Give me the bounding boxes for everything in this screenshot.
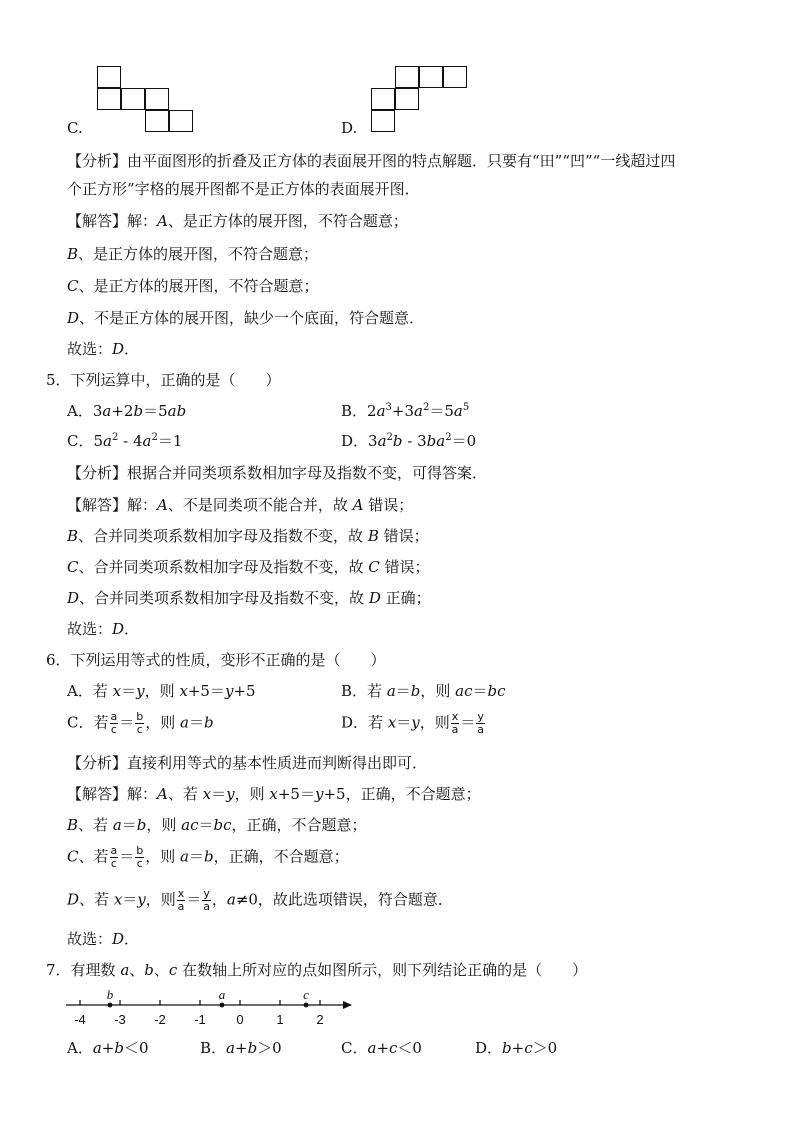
answer-letter: C (67, 277, 79, 295)
number-line-point-label: a (218, 990, 226, 1002)
math-part: ＝ (122, 890, 138, 909)
number-line-point (220, 1003, 225, 1008)
net-square (395, 66, 419, 88)
math-part: ≠0，故此选项错误，符合题意． (235, 890, 453, 909)
fraction (177, 888, 186, 913)
math-var: a (376, 402, 386, 420)
math-var: x (112, 682, 122, 700)
option-label: C． (341, 1039, 368, 1057)
math-var: a (142, 432, 152, 450)
fraction-numerator: x (451, 710, 459, 723)
option-label: A． (67, 402, 93, 420)
choice-letter: D (112, 620, 125, 638)
option-label: A． (67, 682, 93, 700)
q4-answer-d (67, 307, 424, 329)
answer-letter: D (67, 589, 80, 607)
math-var: a (386, 682, 396, 700)
q5-answer-d (67, 587, 431, 609)
stem-text: 7．有理数 (46, 961, 121, 979)
math-var: c (168, 961, 178, 979)
net-square (121, 88, 145, 110)
math-var: a (102, 402, 112, 420)
fraction-denominator: c (110, 723, 117, 736)
math-part: 3 (92, 402, 103, 420)
math-var: b (136, 816, 147, 834)
math-var: a (120, 961, 130, 979)
answer-letter: A (157, 785, 168, 803)
math-part: + (376, 1039, 390, 1057)
net-square (443, 66, 467, 88)
q5-stem: 5．下列运算中，正确的是（ ） (46, 371, 281, 389)
fraction (451, 711, 460, 736)
math-part: 2 (367, 402, 377, 420)
answer-text: 、合并同类项系数相加字母及指数不变，故 (78, 558, 369, 576)
option-label: D． (341, 432, 369, 450)
q4-answer-a (67, 210, 408, 232)
math-var: y (411, 713, 420, 732)
math-part: + (234, 1039, 248, 1057)
fraction-numerator: x (177, 887, 185, 900)
math-exp: 3 (385, 402, 392, 413)
math-var: a (103, 432, 112, 450)
stem-text: 、 (129, 961, 145, 979)
net-square (169, 110, 193, 132)
math-exp: 2 (445, 432, 452, 443)
fraction-denominator: c (136, 723, 143, 736)
answer-prefix: 【解答】解： (67, 212, 158, 230)
math-part: ，则 (145, 847, 181, 866)
math-var: ab (167, 402, 187, 420)
math-exp: 2 (151, 432, 158, 443)
answer-letter: D (368, 589, 381, 607)
option-label: B． (200, 1039, 227, 1057)
math-part: 5 (93, 432, 104, 450)
math-var: y (226, 785, 235, 803)
math-var: ac (181, 816, 199, 834)
math-part: ＝ (472, 682, 488, 700)
q6-option-d (341, 711, 486, 736)
fraction (110, 845, 119, 870)
q5-analysis: 【分析】根据合并同类项系数相加字母及指数不变，可得答案． (67, 464, 488, 482)
fraction (135, 711, 144, 736)
option-d-label: D. (341, 119, 358, 137)
fraction-numerator: b (136, 844, 144, 857)
option-label: D． (341, 713, 369, 732)
net-square (371, 88, 395, 110)
math-var: a (367, 1039, 377, 1057)
choice-letter: D (112, 930, 125, 948)
math-var: x (269, 785, 278, 803)
answer-letter: B (67, 245, 79, 263)
math-part: ，则 (146, 816, 182, 834)
math-part: ＜0 (397, 1039, 422, 1057)
q5-answer-b (67, 525, 429, 547)
math-part: ，正确，不合题意； (213, 847, 349, 866)
option-c-label: C. (67, 119, 83, 137)
number-line-arrow-icon (343, 1001, 352, 1009)
number-line-tick-label: 2 (316, 1012, 324, 1027)
math-part: ，则 (420, 682, 456, 700)
number-line (62, 990, 362, 1036)
answer-letter: A (157, 496, 168, 514)
math-var: a (180, 713, 189, 732)
math-part: ，正确，不合题意； (231, 816, 367, 834)
math-var: a (226, 890, 236, 909)
number-line-tick-label: 1 (276, 1012, 284, 1027)
math-var: a (453, 402, 463, 420)
math-var: b (204, 713, 214, 732)
math-var: bc (487, 682, 506, 700)
q4-answer-c (67, 275, 319, 297)
fraction (110, 711, 119, 736)
math-var: y (136, 682, 145, 700)
answer-text: 错误； (379, 558, 430, 576)
math-part: ，则 (145, 713, 181, 732)
math-var: b (502, 1039, 512, 1057)
math-part: +3 (391, 402, 415, 420)
fraction-denominator: a (203, 900, 210, 913)
math-part: 、若 (78, 847, 109, 866)
choice-end: ． (124, 620, 140, 638)
number-line-tick-label: -4 (74, 1012, 86, 1027)
answer-letter: D (67, 890, 80, 909)
math-var: c (524, 1039, 533, 1057)
q7-option-a (67, 1037, 149, 1059)
math-part: ＝ (396, 713, 412, 732)
number-line-point (108, 1003, 113, 1008)
q5-option-a (67, 400, 186, 422)
math-var: b (133, 402, 144, 420)
answer-text: 、不是同类项不能合并，故 (167, 496, 353, 514)
answer-text: 、是正方体的展开图，不符合题意； (78, 277, 319, 295)
q4-answer-b (67, 243, 318, 265)
math-part: ＝5 (143, 402, 168, 420)
number-line-tick-label: -2 (154, 1012, 166, 1027)
q5-option-d (341, 430, 476, 452)
math-part: ，则 (145, 890, 176, 909)
math-part: ＝ (395, 682, 411, 700)
q6-option-a (67, 680, 256, 702)
stem-text: 、 (153, 961, 169, 979)
math-var: y (137, 890, 146, 909)
math-exp: 2 (422, 402, 430, 413)
fraction-numerator: a (110, 844, 118, 857)
math-part: 3 (368, 432, 378, 450)
math-part: ， (211, 890, 227, 909)
answer-letter: A (352, 496, 364, 514)
math-var: a (377, 432, 387, 450)
answer-text: 错误； (363, 496, 414, 514)
option-label: C． (67, 432, 94, 450)
q5-option-c (67, 430, 182, 452)
number-line-point-label: c (303, 990, 309, 1002)
math-part: 若 (367, 682, 387, 700)
math-part: ，则 (144, 682, 180, 700)
net-square (419, 66, 443, 88)
math-part: 、若 (167, 785, 203, 803)
q4-analysis-line2: 个正方形”字格的展开图都不是正方体的表面展开图． (67, 180, 420, 198)
math-var: b (204, 847, 214, 866)
fraction-denominator: c (136, 857, 143, 870)
answer-text: 、是正方体的展开图，不符合题意； (78, 245, 319, 263)
math-part: 若 (92, 682, 113, 700)
answer-text: 错误； (378, 527, 429, 545)
fraction-numerator: y (477, 710, 484, 723)
math-part: 若 (368, 713, 388, 732)
q5-choice (67, 618, 139, 640)
math-var: a (180, 847, 189, 866)
math-part: ＝ (119, 847, 135, 866)
math-part: ，则 (234, 785, 270, 803)
answer-prefix: 【解答】解： (67, 496, 158, 514)
q7-option-d (475, 1037, 557, 1059)
math-part: ＝ (211, 785, 227, 803)
math-part: ＞0 (532, 1039, 558, 1057)
option-label: B． (341, 402, 368, 420)
stem-text: 在数轴上所对应的点如图所示，则下列结论正确的是（ ） (177, 961, 588, 979)
math-part: 若 (93, 713, 109, 732)
q6-answer-c (67, 845, 349, 870)
q6-choice (67, 928, 139, 950)
fraction (135, 845, 144, 870)
option-label: C． (67, 713, 94, 732)
q4-choice (67, 338, 139, 360)
q6-answer-a (67, 783, 481, 805)
q7-option-c (341, 1037, 422, 1059)
q5-option-b (341, 400, 469, 422)
math-var: ac (455, 682, 473, 700)
q4-analysis-line1: 【分析】由平面图形的折叠及正方体的表面展开图的特点解题．只要有“田”“凹”“一线超过四 (67, 152, 676, 170)
choice-prefix: 故选： (67, 340, 113, 358)
fraction-denominator: a (177, 900, 185, 913)
number-line-tick-label: 0 (236, 1012, 244, 1027)
q6-option-c (67, 711, 214, 736)
net-square (145, 88, 169, 110)
net-square (97, 66, 121, 88)
math-var: a (414, 402, 423, 420)
answer-letter: A (157, 212, 168, 230)
choice-end: ． (124, 340, 140, 358)
math-part: +5＝ (277, 785, 315, 803)
math-part: +5，正确，不合题意； (323, 785, 481, 803)
math-exp: 2 (386, 432, 393, 443)
answer-text: 、合并同类项系数相加字母及指数不变，故 (79, 589, 369, 607)
math-exp: 2 (111, 432, 119, 443)
fraction-numerator: y (203, 887, 210, 900)
answer-text: 、是正方体的展开图，不符合题意； (167, 212, 408, 230)
math-part: - 4 (118, 432, 143, 450)
choice-prefix: 故选： (67, 620, 113, 638)
answer-letter: C (67, 558, 79, 576)
q7-option-b (200, 1037, 282, 1059)
math-var: x (387, 713, 397, 732)
math-part: +5＝ (187, 682, 225, 700)
fraction (202, 888, 211, 913)
math-part: ＜0 (123, 1039, 149, 1057)
choice-letter: D (112, 340, 125, 358)
answer-prefix: 【解答】解： (67, 785, 158, 803)
q5-answer-a (67, 494, 413, 516)
math-part: +5 (233, 682, 256, 700)
q5-answer-c (67, 556, 430, 578)
q6-answer-b (67, 814, 367, 836)
math-part: + (511, 1039, 525, 1057)
option-label: B． (341, 682, 368, 700)
math-var: x (202, 785, 212, 803)
net-square (145, 110, 169, 132)
fraction-denominator: a (477, 723, 484, 736)
math-part: ＝ (119, 713, 135, 732)
fraction (476, 711, 485, 736)
choice-prefix: 故选： (67, 930, 113, 948)
fraction-denominator: c (110, 857, 117, 870)
answer-letter: C (67, 847, 79, 866)
math-part: - 3 (402, 432, 427, 450)
q6-stem: 6．下列运用等式的性质，变形不正确的是（ ） (46, 651, 386, 669)
fraction-denominator: a (451, 723, 459, 736)
math-part: ＝ (121, 682, 137, 700)
math-var: x (179, 682, 188, 700)
math-var: a (112, 816, 122, 834)
q6-analysis: 【分析】直接利用等式的基本性质进而判断得出即可． (67, 754, 428, 772)
answer-letter: C (368, 558, 380, 576)
answer-text: 、合并同类项系数相加字母及指数不变，故 (78, 527, 368, 545)
math-part: ＝ (121, 816, 137, 834)
math-var: b (144, 961, 154, 979)
fraction-numerator: a (110, 710, 118, 723)
answer-text: 正确； (380, 589, 431, 607)
math-var: b (392, 432, 403, 450)
math-part: +2 (111, 402, 134, 420)
q7-stem (46, 959, 587, 981)
number-line-tick-label: -3 (114, 1012, 126, 1027)
math-var: y (224, 682, 234, 700)
math-part: ＝ (198, 816, 214, 834)
math-var: y (314, 785, 324, 803)
math-var: x (113, 890, 123, 909)
math-var: b (114, 1039, 124, 1057)
answer-text: 、不是正方体的展开图，缺少一个底面，符合题意． (79, 309, 425, 327)
math-part: ＝5 (429, 402, 454, 420)
math-exp: 5 (462, 402, 470, 413)
fraction-numerator: b (136, 710, 144, 723)
answer-letter: D (67, 309, 80, 327)
math-part: ＝ (188, 847, 204, 866)
math-var: c (389, 1039, 398, 1057)
math-part: 、若 (79, 890, 114, 909)
net-square (371, 110, 395, 132)
math-var: a (226, 1039, 235, 1057)
number-line-point-label: b (106, 990, 114, 1002)
math-var: b (410, 682, 421, 700)
math-var: b (247, 1039, 258, 1057)
math-part: ＝1 (157, 432, 183, 450)
math-part: ＝ (186, 890, 202, 909)
answer-letter: B (67, 527, 79, 545)
math-part: ＝ (188, 713, 204, 732)
net-square (97, 88, 121, 110)
option-label: D． (475, 1039, 503, 1057)
number-line-tick-label: -1 (194, 1012, 206, 1027)
math-var: bc (213, 816, 232, 834)
q6-option-b (341, 680, 506, 702)
answer-letter: B (67, 816, 79, 834)
math-var: a (92, 1039, 102, 1057)
math-var: ba (426, 432, 446, 450)
math-part: + (101, 1039, 115, 1057)
q6-answer-d (67, 888, 453, 913)
math-part: ＞0 (257, 1039, 282, 1057)
number-line-point (304, 1003, 309, 1008)
choice-end: ． (124, 930, 140, 948)
math-part: 、若 (78, 816, 113, 834)
math-part: ，则 (419, 713, 450, 732)
math-part: ＝ (460, 713, 476, 732)
option-label: A． (67, 1039, 93, 1057)
answer-letter: B (367, 527, 379, 545)
math-part: ＝0 (451, 432, 477, 450)
net-square (395, 88, 419, 110)
